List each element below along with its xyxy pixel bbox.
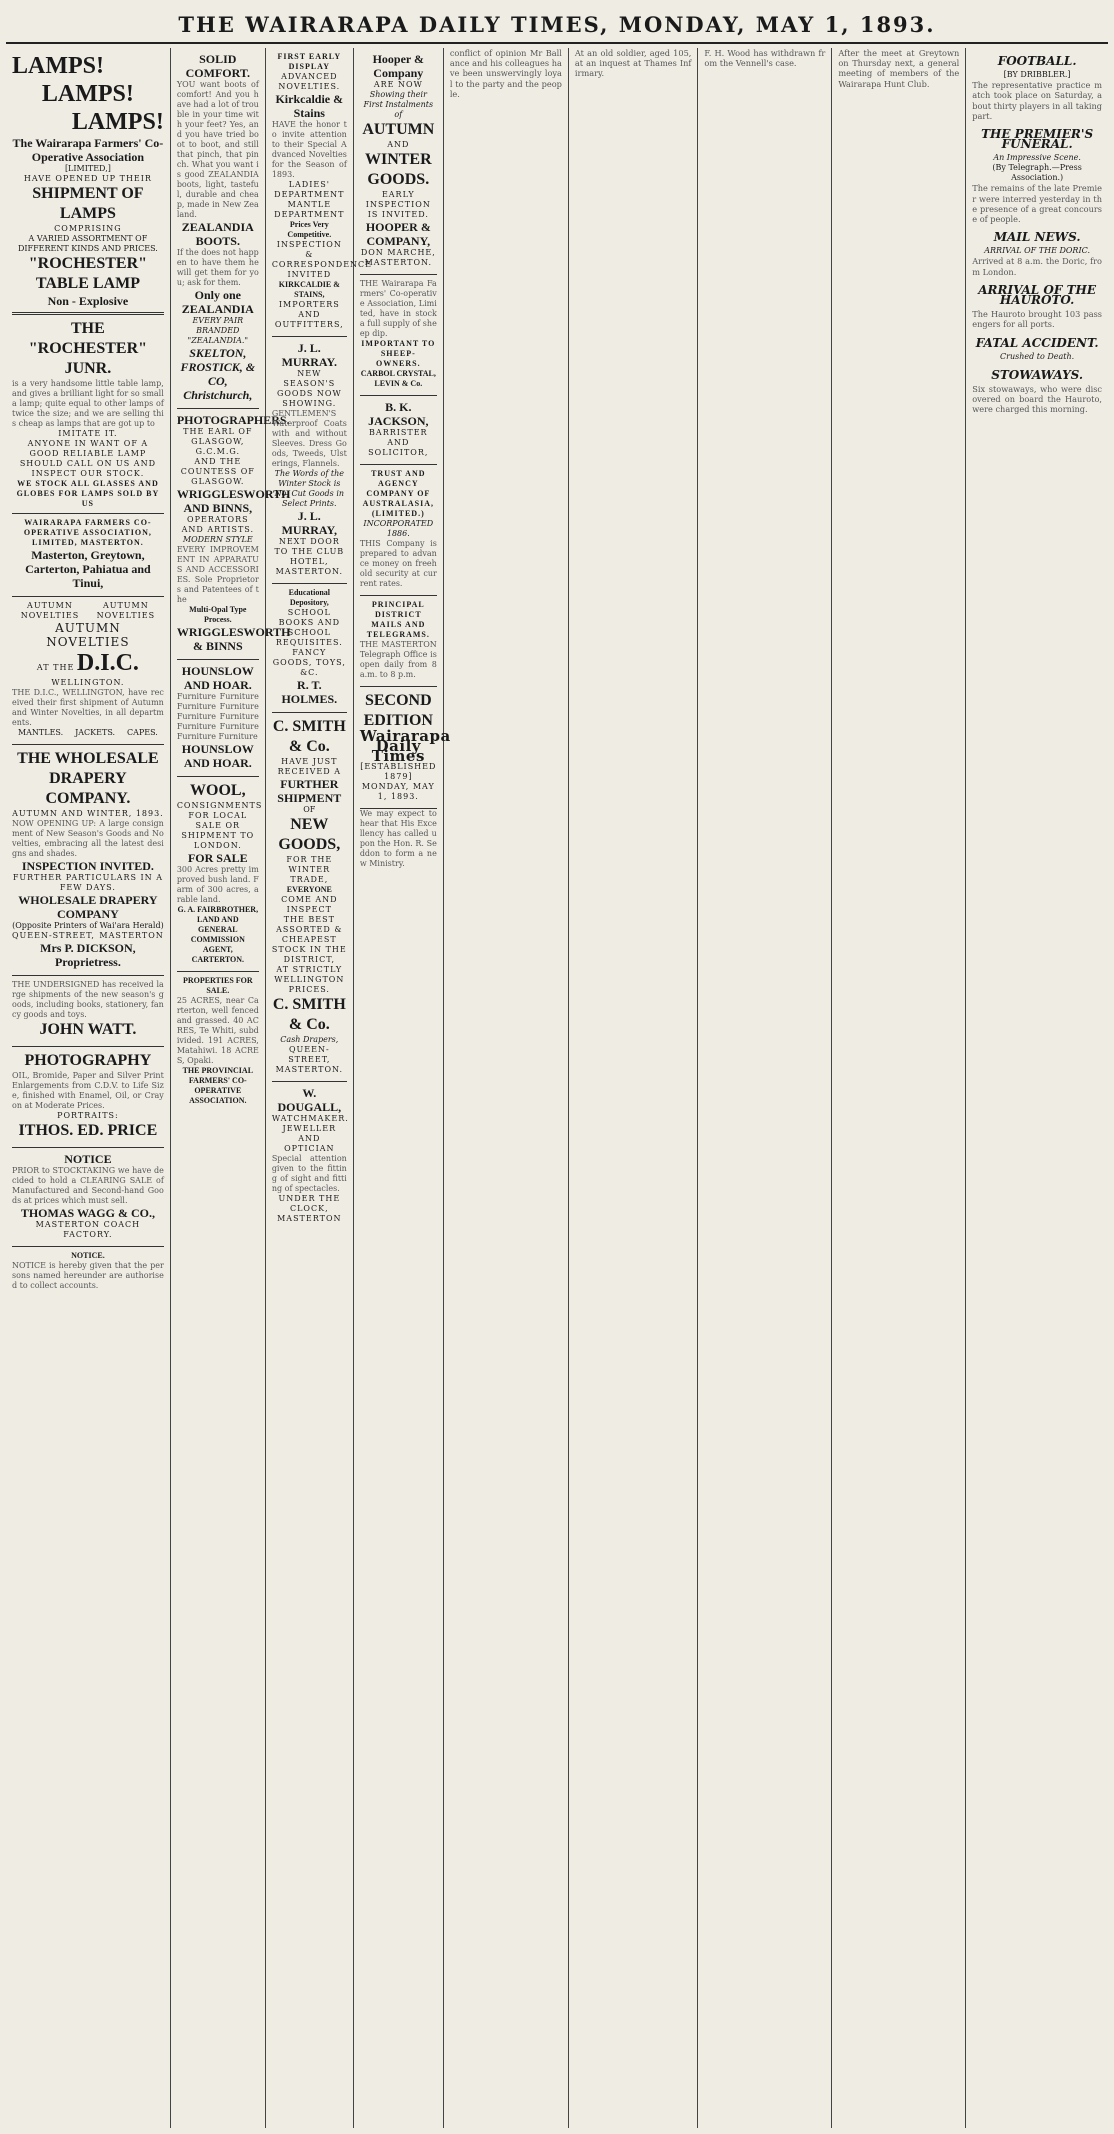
photography-heading: PHOTOGRAPHY: [24, 1052, 152, 1069]
text-block: HAVE the honor to invite attention to their Special Advanced Novelties for the Season of 1893.: [271, 120, 347, 179]
consignments-label: CONSIGNMENTS: [176, 801, 263, 810]
trust-advert: [360, 465, 437, 596]
holmes-heading: R. T. HOLMES.: [281, 678, 338, 706]
text-block: NOW OPENING UP: A large consignment of New Season's Goods and Novelties, embracing all the latest designs and shades.: [12, 819, 164, 858]
doric-label: ARRIVAL OF THE DORIC.: [984, 246, 1090, 256]
levin-label: LEVIN & Co.: [374, 379, 423, 388]
don-label: DON MARCHE,: [360, 248, 436, 257]
stowaways-heading: STOWAWAYS.: [991, 367, 1084, 382]
football-heading: FOOTBALL.: [997, 54, 1077, 68]
at-the-label: AT THE: [36, 663, 75, 672]
dougall-advert: [272, 1082, 347, 1230]
text-block: THE MASTERTON Telegraph Office is open daily from 8 a.m. to 8 p.m.: [359, 640, 437, 679]
photography-advert: [12, 1047, 164, 1148]
rochester-heading: "ROCHESTER" TABLE LAMP: [28, 255, 148, 292]
dic-advert: [12, 597, 164, 745]
wool-advert: [176, 777, 263, 972]
wool-heading: WOOL,: [190, 782, 246, 799]
skelton-heading: SKELTON, FROSTICK, & CO, Christchurch,: [180, 346, 256, 402]
every-pair-label: EVERY PAIR BRANDED "ZEALANDIA.": [187, 316, 249, 345]
globes-label: WE STOCK ALL GLASSES AND GLOBES FOR LAMPS SOLD BY US: [16, 479, 160, 508]
early-label: EARLY INSPECTION IS INVITED.: [365, 190, 431, 219]
article-body: The remains of the late Premier were interred yesterday in the presence of a great concourse of people.: [972, 183, 1102, 225]
autumn-novelties-heading: AUTUMN NOVELTIES: [46, 621, 130, 649]
inspection-label: INSPECTION & CORRESPONDENCE INVITED: [271, 240, 373, 279]
operators-label: OPERATORS AND ARTISTS.: [181, 515, 255, 534]
prices-heading: ITHOS. ED. PRICE: [18, 1122, 158, 1139]
article-body: Arrived at 8 a.m. the Doric, from London.: [972, 256, 1102, 277]
text-block: If the does not happen to have them he will get them for you; ask for them.: [176, 248, 259, 287]
murray-advert: [272, 337, 347, 584]
text-block: Furniture Furniture Furniture Furniture Furniture Furniture Furniture Furniture Furniture Furniture: [176, 692, 259, 741]
hooper-advert: [360, 48, 437, 275]
countess-label: AND THE COUNTESS OF GLASGOW.: [180, 457, 255, 486]
ladies-label: LADIES' DEPARTMENT: [274, 180, 345, 199]
jeweller-label: JEWELLER AND OPTICIAN: [282, 1124, 337, 1153]
mail-news-heading: MAIL NEWS.: [993, 230, 1081, 245]
hauroto-heading: ARRIVAL OF THE HAUROTO.: [978, 282, 1096, 308]
hounslow-heading: HOUNSLOW AND HOAR.: [181, 664, 254, 692]
cash-label: Cash Drapers,: [280, 1035, 339, 1044]
text-block: Special attention given to the fitting of sight and fitting of spectacles.: [271, 1154, 347, 1193]
wfca-label: THE PROVINCIAL FARMERS' CO-OPERATIVE ASSOCIATION.: [182, 1066, 254, 1105]
limited-label: [LIMITED,]: [64, 164, 111, 173]
best-label: THE BEST ASSORTED & CHEAPEST STOCK IN THE DISTRICT,: [271, 915, 347, 964]
educational-heading: Educational Depository,: [288, 588, 330, 607]
barrister-label: BARRISTER AND SOLICITOR,: [368, 428, 429, 457]
modern-label: MODERN STYLE: [182, 535, 253, 544]
wfca-label: WAIRARAPA FARMERS CO-OPERATIVE ASSOCIATION, LIMITED, MASTERTON.: [23, 518, 152, 547]
strictly-label: AT STRICTLY WELLINGTON PRICES.: [274, 965, 345, 994]
text-block: YOU want boots of comfort! And you have had a lot of trouble in your time with your feet? Yes, and you have tried boot to boot, and still that pinch, that pinch. What you want is good ZEALANDIA boots, light, tasteful, durable and cheap, made in New Zealand.: [176, 80, 259, 219]
masterton-label: MASTERTON.: [364, 258, 433, 267]
text-block: EVERY IMPROVEMENT IN APPARATUS AND ACCESSORIES. Sole Proprietors and Patentees of the: [176, 545, 259, 604]
nonexplosive-label: Non - Explosive: [47, 294, 129, 308]
text-block: THE UNDERSIGNED has received large shipments of the new season's goods, including books, stationery, fancy goods and toys.: [12, 980, 164, 1019]
new-season-label: NEW SEASON'S GOODS NOW SHOWING.: [276, 369, 342, 408]
jackson-advert: [360, 396, 437, 465]
column-5: [444, 48, 569, 2128]
column-3: [266, 48, 373, 2128]
column-6: [569, 48, 699, 2128]
hounslow2-heading: HOUNSLOW AND HOAR.: [181, 742, 254, 770]
prices-label: Prices Very Competitive.: [287, 220, 332, 239]
jl-murray-heading: J. L. MURRAY.: [281, 341, 338, 369]
column-7: [698, 48, 832, 2128]
proprietress-label: Mrs P. DICKSON, Proprietress.: [40, 941, 136, 969]
lamps-advert: [12, 48, 164, 597]
coach-label: MASTERTON COACH FACTORY.: [35, 1220, 141, 1239]
hounslow-advert: [177, 660, 259, 777]
earl-label: THE EARL OF GLASGOW, G.C.M.G.: [183, 427, 253, 456]
rochester-junr-heading: THE "ROCHESTER" JUNR.: [28, 320, 148, 377]
wb2-heading: WRIGGLESWORTH & BINNS: [176, 625, 291, 653]
further-heading: FURTHER SHIPMENT: [277, 777, 342, 805]
premier-heading: THE PREMIER'S FUNERAL.: [981, 127, 1094, 152]
shipment-heading: SHIPMENT OF LAMPS: [32, 185, 144, 222]
impressive-label: An Impressive Scene.: [993, 153, 1081, 163]
notice2-heading: NOTICE.: [71, 1251, 105, 1260]
towns-label: Masterton, Greytown, Carterton, Pahiatua and Tinui,: [25, 548, 151, 590]
zealandia-advert: [177, 48, 259, 409]
multi-opal-label: Multi-Opal Type Process.: [189, 605, 247, 624]
goods-heading: GOODS.: [367, 171, 430, 188]
kirkcaldie-heading: Kirkcaldie & Stains: [275, 92, 344, 120]
photographers-heading: PHOTOGRAPHERS.: [176, 413, 290, 427]
article-body: conflict of opinion Mr Ballance and his colleagues have been unswervingly loyal to the party and the people.: [449, 48, 562, 99]
column-4: [354, 48, 451, 2128]
autumn-right: AUTUMN NOVELTIES: [96, 601, 156, 620]
particulars-label: FURTHER PARTICULARS IN A FEW DAYS.: [12, 873, 163, 892]
autumn-winter-label: AUTUMN AND WINTER, 1893.: [12, 809, 164, 818]
london-label: FOR LOCAL SALE OR SHIPMENT TO LONDON.: [181, 811, 255, 850]
dic-heading: D.I.C.: [76, 650, 139, 676]
opened-label: HAVE OPENED UP THEIR: [23, 174, 152, 183]
showing-label: Showing their First Instalments of: [363, 90, 434, 119]
article-body: After the meet at Greytown on Thursday next, a general meeting of members of the Wairarapa Hunt Club.: [838, 48, 960, 89]
hooper-heading: Hooper & Company: [372, 52, 425, 80]
first-display-label: FIRST EARLY DISPLAY: [277, 52, 342, 71]
article-body: The representative practice match took place on Saturday, about thirty players in all taking part.: [972, 80, 1102, 121]
text-block: 25 ACRES, near Carterton, well fenced and grassed. 40 ACRES, Te Whiti, subdivided. 191 ACRES, Matahiwi. 18 ACRES, Opaki.: [176, 996, 259, 1065]
for-sale-heading: FOR SALE: [187, 851, 248, 865]
second-edition-heading: SECOND EDITION: [363, 692, 433, 729]
established-label: [ESTABLISHED 1879]: [360, 761, 437, 781]
photographers-advert: [176, 409, 291, 660]
are-now-label: ARE NOW: [373, 80, 423, 89]
text-block: 300 Acres pretty improved bush land. Farm of 300 acres, arable land.: [176, 865, 259, 904]
lamps-heading-1: LAMPS!: [12, 53, 104, 79]
masterton-label: MASTERTON: [99, 931, 164, 940]
fairbrother-label: G. A. FAIRBROTHER, LAND AND GENERAL COMMISSION AGENT, CARTERTON.: [177, 905, 259, 964]
jackets-label: JACKETS.: [75, 728, 116, 737]
column-1: [6, 48, 171, 2128]
text-block: THE Wairarapa Farmers' Co-operative Association, Limited, have in stock a full supply of sheep dip.: [359, 279, 437, 338]
fatal-heading: FATAL ACCIDENT.: [975, 335, 1099, 350]
educational-advert: [272, 584, 347, 713]
watt-advert: [12, 976, 164, 1047]
lamps-heading-2: LAMPS!: [41, 81, 134, 107]
properties-heading: PROPERTIES FOR SALE.: [182, 976, 253, 995]
importers-label: IMPORTERS AND OUTFITTERS,: [274, 300, 344, 329]
new-goods-heading: NEW GOODS,: [278, 816, 341, 853]
wagg-advert: [12, 1148, 164, 1247]
variety-label: A VARIED ASSORTMENT OF DIFFERENT KINDS AND PRICES.: [17, 234, 158, 253]
text-block: THE D.I.C., WELLINGTON, have received their first shipment of Autumn and Winter Novelties, in all departments.: [12, 688, 164, 727]
wellington-label: WELLINGTON.: [51, 678, 125, 687]
solid-comfort-heading: SOLID COMFORT.: [185, 52, 250, 80]
smith2-heading: C. SMITH & Co.: [272, 996, 346, 1033]
mantles-label: MANTLES.: [17, 728, 64, 737]
incorporated-label: INCORPORATED 1886.: [363, 519, 434, 538]
have-just-label: HAVE JUST RECEIVED A: [277, 757, 341, 776]
smith-advert: [272, 713, 347, 1082]
text-block: PRIOR to STOCKTAKING we have decided to hold a CLEARING SALE of Manufactured and Second-hand Goods at prices which must sell.: [12, 1166, 164, 1205]
carpet-label: CARBOL CRYSTAL,: [360, 369, 436, 378]
hooper2-heading: HOOPER & COMPANY,: [365, 220, 431, 248]
opposite-label: (Opposite Printers of Wai'ara Herald): [12, 921, 164, 930]
column-8: [832, 48, 966, 2128]
wrigglesworth-heading: WRIGGLESWORTH AND BINNS,: [176, 487, 291, 515]
article-body: The Hauroto brought 103 passengers for all ports.: [972, 309, 1102, 330]
mails-advert: [360, 596, 437, 687]
of-label: OF: [303, 805, 316, 814]
masthead: THE WAIRARAPA DAILY TIMES, MONDAY, MAY 1, 1893.: [6, 8, 1108, 44]
columns: [6, 48, 1108, 2128]
wholesale-advert: [12, 745, 164, 976]
article-body: Six stowaways, who were discovered on board the Hauroto, were charged this morning.: [972, 384, 1102, 415]
trust-heading: TRUST AND AGENCY COMPANY OF AUSTRALASIA, (LIMITED.): [362, 469, 434, 518]
dougall-heading: W. DOUGALL,: [277, 1086, 342, 1114]
portraits-label: PORTRAITS:: [57, 1111, 119, 1120]
john-watt-heading: JOHN WATT.: [39, 1021, 137, 1038]
lamps-heading-3: LAMPS!: [71, 109, 164, 135]
advanced-label: ADVANCED NOVELTIES.: [278, 72, 341, 91]
wholesale-heading: THE WHOLESALE DRAPERY COMPANY.: [17, 750, 159, 807]
underthe-label: UNDER THE CLOCK, MASTERTON: [277, 1194, 342, 1223]
important-label: IMPORTANT TO SHEEP-OWNERS.: [361, 339, 436, 368]
inspection-heading: INSPECTION INVITED.: [21, 859, 154, 873]
comprising-label: COMPRISING: [54, 224, 122, 233]
capes-label: CAPES.: [126, 728, 158, 737]
column-9: [966, 48, 1108, 2128]
text-block: OIL, Bromide, Paper and Silver Print Enlargements from C.D.V. to Life Size, finished with Enamel, Oil, or Crayon at Moderate Prices.: [12, 1071, 164, 1110]
text-block: is a very handsome little table lamp, and gives a brilliant light for so small a lamp; quite equal to other lamps of twice the size; and we are selling this cheap as lamps that are got up to: [12, 379, 164, 428]
edition-block: [359, 687, 451, 809]
telegraph-label: (By Telegraph.—Press Association.): [992, 163, 1082, 183]
imitate-label: IMITATE IT.: [58, 429, 118, 438]
words-label: The Words of the Winter Stock is No, Cut Goods in Select Prints.: [274, 469, 345, 508]
text-block: NOTICE is hereby given that the persons named hereunder are authorised to collect accounts.: [12, 1261, 164, 1290]
watchmaker-label: WATCHMAKER.: [271, 1114, 349, 1123]
winter-heading: WINTER: [364, 151, 432, 168]
article-body: At an old soldier, aged 105, at an inquest at Thames Infirmary.: [574, 48, 692, 79]
come-label: COME AND INSPECT: [281, 895, 338, 914]
smith-heading: C. SMITH & Co.: [272, 718, 346, 755]
wdc2-heading: WHOLESALE DRAPERY COMPANY: [18, 893, 158, 921]
notice-heading: NOTICE: [64, 1152, 112, 1166]
lamp-repair-label: ANYONE IN WANT OF A GOOD RELIABLE LAMP SHOULD CALL ON US AND INSPECT OUR STOCK.: [19, 439, 156, 478]
and-label: AND: [387, 140, 410, 149]
winter-trade-label: FOR THE WINTER TRADE,: [286, 855, 333, 884]
kirkcaldie2-heading: KIRKCALDIE & STAINS,: [278, 280, 340, 299]
article-body: F. H. Wood has withdrawn from the Vennell's case.: [704, 48, 826, 69]
school-books-label: SCHOOL BOOKS AND SCHOOL REQUISITES.: [275, 608, 343, 647]
text-block: THIS Company is prepared to advance money on freehold security at current rates.: [359, 539, 437, 588]
notice-advert: [12, 1247, 164, 1297]
company-name: The Wairarapa Farmers' Co-Operative Association: [12, 136, 164, 164]
by-line: [BY DRIBBLER.]: [1003, 70, 1071, 80]
autumn-left: AUTUMN NOVELTIES: [20, 601, 80, 620]
masterton-label: MASTERTON.: [275, 567, 344, 576]
queen-street-label: QUEEN-STREET,: [12, 931, 95, 940]
everyone-label: EVERYONE: [286, 885, 332, 894]
queen-label: QUEEN-STREET, MASTERTON.: [275, 1045, 344, 1074]
text-block: GENTLEMEN'S Waterproof Coats with and without Sleeves. Dress Goods, Tweeds, Ulsterings, Flannels.: [271, 409, 347, 468]
wagg-heading: THOMAS WAGG & CO.,: [20, 1206, 155, 1220]
jlm2-heading: J. L. MURRAY,: [281, 509, 338, 537]
only-one-heading: Only one ZEALANDIA: [181, 288, 254, 316]
daily-times-title: Wairarapa Daily Times: [359, 727, 451, 766]
date-label: MONDAY, MAY 1, 1893.: [361, 781, 435, 801]
fancy-label: FANCY GOODS, TOYS, &C.: [272, 648, 346, 677]
sheep-advert: [360, 275, 437, 396]
properties-advert: [177, 972, 259, 1112]
zealandia-heading: ZEALANDIA BOOTS.: [181, 220, 254, 248]
article-body: We may expect to hear that His Excellency has called upon the Hon. R. Seddon to form a new Ministry.: [359, 808, 437, 868]
next-door-label: NEXT DOOR TO THE CLUB HOTEL,: [274, 537, 345, 566]
column-2: [171, 48, 291, 2128]
kirkcaldie-advert: [271, 48, 373, 337]
principal-heading: PRINCIPAL DISTRICT MAILS AND TELEGRAMS.: [366, 600, 430, 639]
jackson-heading: B. K. JACKSON,: [368, 400, 429, 428]
autumn-heading: AUTUMN: [362, 121, 435, 138]
mantle-dept-label: MANTLE DEPARTMENT: [274, 200, 345, 219]
crushed-label: Crushed to Death.: [1000, 351, 1075, 361]
